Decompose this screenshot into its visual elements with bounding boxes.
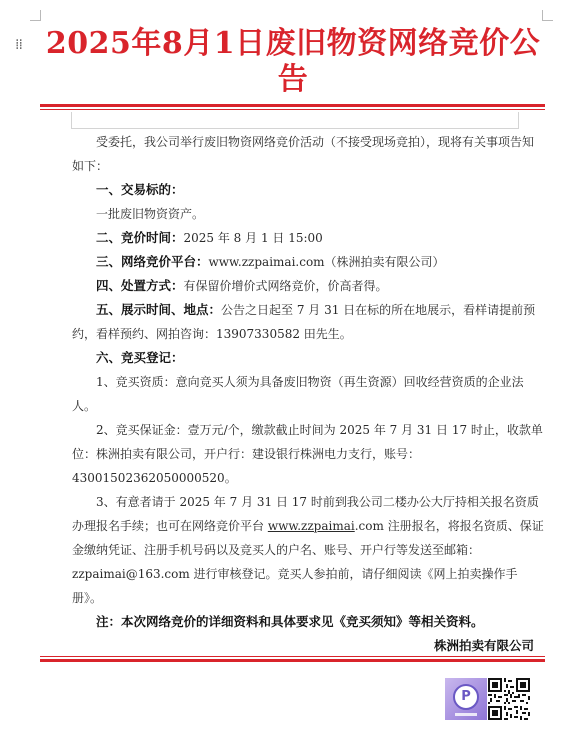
crop-mark-top-left <box>30 10 41 21</box>
section-6 <box>72 346 544 370</box>
signature: 株洲拍卖有限公司 <box>433 638 534 653</box>
footer-divider <box>40 656 545 662</box>
section-5 <box>72 298 544 346</box>
text-box-frame <box>71 112 519 129</box>
section-6-item-1: 1、竞买资质：意向竞买人须为具备废旧物资（再生资源）回收经营资质的企业法人。 <box>72 375 524 413</box>
section-1-body: 一批废旧物资资产。 <box>96 207 205 221</box>
section-1 <box>72 178 544 202</box>
item-3-text-a: 3、有意者请于 2025 年 7 月 31 日 17 时前到我公司二楼办公大厅持相关报名资质办理报名手续；也可在网络竞价平台 <box>72 495 539 533</box>
announcement-body <box>72 130 544 658</box>
section-4-body: 有保留价增价式网络竞价，价高者得。 <box>183 279 388 293</box>
section-4-heading: 四、处置方式： <box>96 278 184 293</box>
section-5-body: 公告之日起至 7 月 31 日在标的所在地展示，看样请提前预约，看样预约、网拍咨询：13907330582 田先生。 <box>72 303 536 341</box>
section-2 <box>72 226 544 250</box>
section-4 <box>72 274 544 298</box>
title-divider <box>40 104 545 110</box>
section-3-heading: 三、网络竞价平台： <box>96 254 209 269</box>
company-logo <box>445 678 487 720</box>
section-6-item-3 <box>72 490 544 610</box>
crop-mark-top-right <box>542 10 553 21</box>
logo-emblem-icon: P <box>453 684 479 710</box>
platform-link[interactable]: www.zzpaimai <box>267 519 355 533</box>
section-5-heading: 五、展示时间、地点： <box>96 302 222 317</box>
intro-paragraph: 受委托，我公司举行废旧物资网络竞价活动（不接受现场竞拍），现将有关事项告知如下： <box>72 135 535 173</box>
section-1-heading: 一、交易标的： <box>96 182 184 197</box>
announcement-title: 2025年8月1日废旧物资网络竞价公告 <box>45 26 541 97</box>
section-2-heading: 二、竞价时间： <box>96 230 184 245</box>
drag-handle-icon[interactable]: ⁞⁞ <box>15 37 22 53</box>
section-3-body[interactable]: www.zzpaimai.com（株洲拍卖有限公司） <box>208 255 445 269</box>
note-paragraph: 注：本次网络竞价的详细资料和具体要求见《竞买须知》等相关资料。 <box>96 614 484 629</box>
section-2-body: 2025 年 8 月 1 日 15:00 <box>183 231 323 245</box>
item-3-text-b: .com 注册报名，将报名资质、保证金缴纳凭证、注册手机号码以及竞买人的户名、账号、开户行等发送至邮箱：zzpaimai@163.com 进行审核登记。竞买人参拍前，请仔细阅读《网上拍卖操作手册》。 <box>72 519 544 605</box>
section-3 <box>72 250 544 274</box>
qr-code <box>488 678 530 720</box>
section-6-item-2: 2、竞买保证金：壹万元/个，缴款截止时间为 2025 年 7 月 31 日 17 时止，收款单位：株洲拍卖有限公司，开户行：建设银行株洲电力支行，账号：43001502362050000520。 <box>72 423 543 485</box>
section-6-heading: 六、竞买登记： <box>96 350 184 365</box>
